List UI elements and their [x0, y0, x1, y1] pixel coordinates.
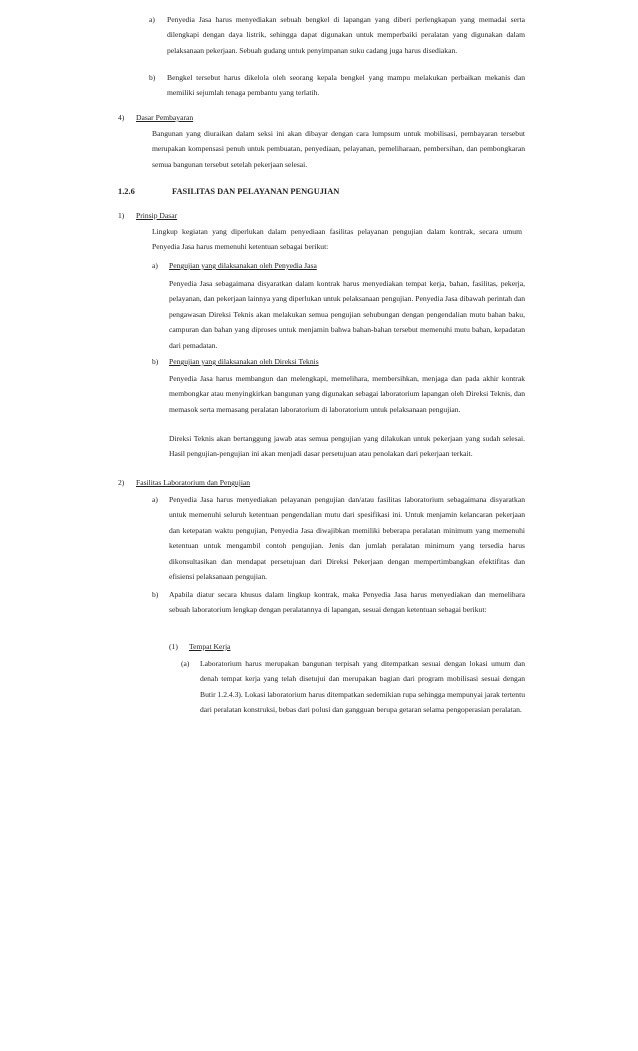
paragraph: Penyedia Jasa harus menyediakan sebuah bengkel di lapangan yang diberi perlengkapan yang memadai serta dilengkapi dengan daya listrik, sehingga dapat digunakan untuk memperbaiki peralatan yang digunakan dalam pelaksanaan pekerjaan. Sebuah gudang untuk penyimpanan suku cadang juga harus disediakan. — [167, 15, 525, 55]
section-title: Fasilitas Laboratorium dan Pengujian — [136, 478, 251, 487]
paragraph: Penyedia Jasa harus menyediakan pelayanan pengujian dan/atau fasilitas laboratorium sebagaimana disyaratkan untuk memenuhi seluruh ketentuan pengendalian mutu dari spesifikasi ini. Untuk menjamin kelancaran pekerjaan dan ketepatan waktu pengujian, Penyedia Jasa diwajibkan memiliki beberapa peralatan minimum yang memenuhi ketentuan untuk mengambil contoh pengujian. Jenis dan jumlah peralatan minimum yang tersedia harus dikonsultasikan dan mendapat persetujuan dari Direksi Pekerjaan dengan mempertimbangkan efektifitas dan efisiensi pelaksanaan pengujian. — [169, 495, 525, 582]
paragraph: Penyedia Jasa sebagaimana disyaratkan dalam kontrak harus menyediakan tempat kerja, bahan, fasilitas, pekerja, pelayanan, dan pekerjaan lainnya yang diperlukan untuk pelaksanaan pengujian. Penyedia Jasa dibawah perintah dan pengawasan Direksi Teknis akan melakukan semua pengujian sehubungan dengan pengendalian mutu bahan baku, campuran dan bahan yang diproses untuk menjamin bahwa bahan-bahan tersebut memenuhi mutu bahan, kepadatan dari pemadatan. — [169, 279, 525, 350]
list-label: a) — [149, 15, 155, 24]
paragraph: Lingkup kegiatan yang diperlukan dalam penyediaan fasilitas pelayanan pengujian dalam kontrak, secara umum Penyedia Jasa harus memenuhi ketentuan sebagai berikut: — [152, 227, 522, 252]
list-label: a) — [152, 261, 158, 270]
subsection-title: Tempat Kerja — [189, 642, 231, 651]
section-number: 1) — [118, 211, 125, 220]
section-title: Prinsip Dasar — [136, 211, 178, 220]
section-title: Dasar Pembayaran — [136, 113, 194, 122]
list-label: (1) — [169, 642, 178, 651]
list-label: b) — [152, 590, 159, 599]
section-number: 2) — [118, 478, 125, 487]
heading-title: FASILITAS DAN PELAYANAN PENGUJIAN — [172, 187, 340, 196]
paragraph: Direksi Teknis akan bertanggung jawab atas semua pengujian yang dilakukan untuk pekerjaan yang sudah selesai. Hasil pengujian-pengujian ini akan menjadi dasar persetujuan atau penolakan dari pekerjaan terkait. — [169, 434, 525, 459]
heading-number: 1.2.6 — [118, 187, 135, 196]
paragraph: Bengkel tersebut harus dikelola oleh seorang kepala bengkel yang mampu melakukan perbaikan mekanis dan memiliki sejumlah tenaga pembantu yang terlatih. — [167, 73, 525, 98]
subsection-title: Pengujian yang dilaksanakan oleh Penyedia Jasa — [169, 261, 317, 270]
list-label: a) — [152, 495, 158, 504]
paragraph: Penyedia Jasa harus membangun dan melengkapi, memelihara, membersihkan, menjaga dan pada akhir kontrak membongkar atau menyingkirkan bangunan yang digunakan sebagai laboratorium lapangan oleh Direksi Teknis, dan memasok serta memasang peralatan laboratorium di laboratorium untuk pelaksanaan pengujian. — [169, 374, 525, 414]
paragraph: Laboratorium harus merupakan bangunan terpisah yang ditempatkan sesuai dengan lokasi umum dan denah tempat kerja yang telah disetujui dan merupakan bagian dari program mobilisasi sesuai dengan Butir 1.2.4.3). Lokasi laboratorium harus ditempatkan sedemikian rupa sehingga mempunyai jarak tertentu dari peralatan konstruksi, bebas dari polusi dan gangguan berupa getaran selama pengoperasian peralatan. — [200, 659, 525, 715]
paragraph: Apabila diatur secara khusus dalam lingkup kontrak, maka Penyedia Jasa harus menyediakan dan memelihara sebuah laboratorium lengkap dengan peralatannya di lapangan, sesuai dengan ketentuan sebagai berikut: — [169, 590, 525, 615]
section-number: 4) — [118, 113, 125, 122]
list-label: b) — [152, 357, 159, 366]
list-label: b) — [149, 73, 156, 82]
list-label: (a) — [181, 659, 190, 668]
paragraph: Bangunan yang diuraikan dalam seksi ini akan dibayar dengan cara lumpsum untuk mobilisasi, pembayaran tersebut merupakan kompensasi penuh untuk pembuatan, penyediaan, pelayanan, pemeliharaan, pembersihan, dan pembongkaran semua bangunan tersebut setelah pekerjaan selesai. — [152, 129, 525, 169]
subsection-title: Pengujian yang dilaksanakan oleh Direksi Teknis — [169, 357, 319, 366]
